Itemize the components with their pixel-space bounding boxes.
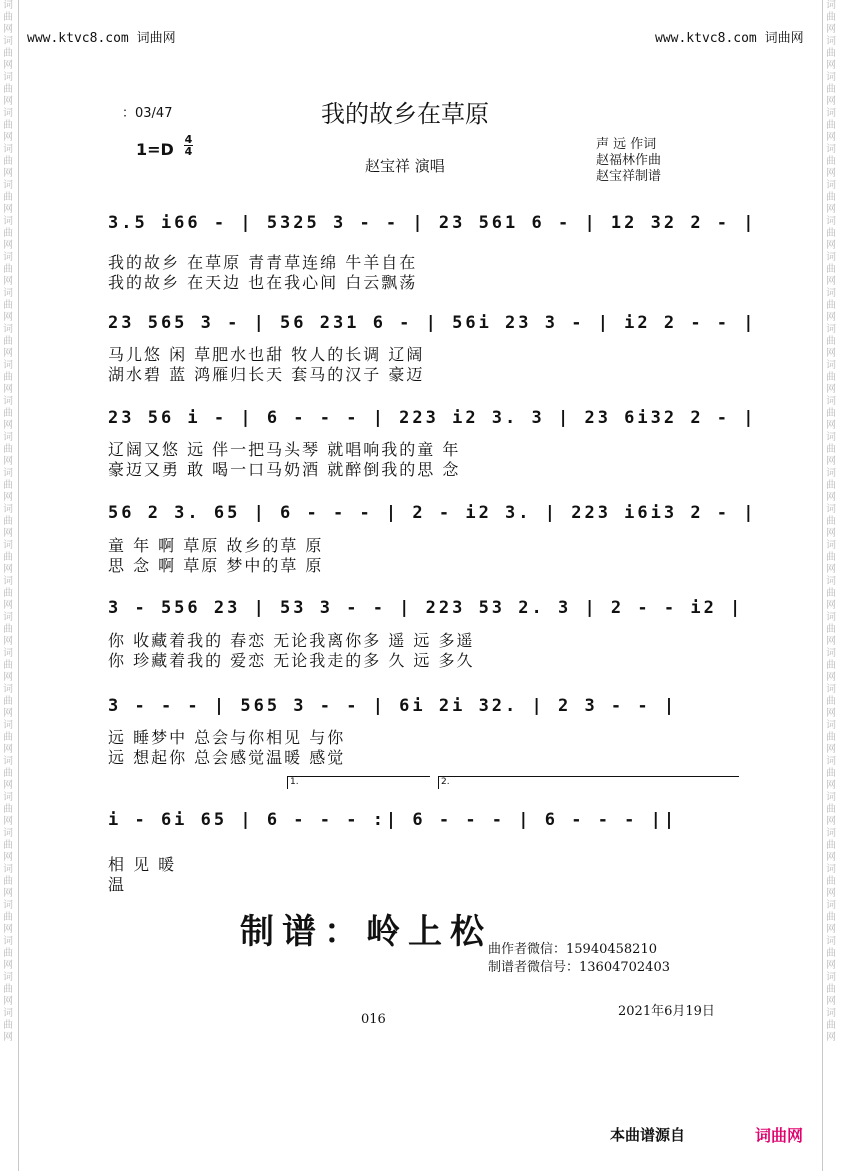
lyrics-row-6-verse-2: 远 想起你 总会感觉温暖 感觉 — [108, 748, 346, 767]
key-signature: 1=D — [136, 140, 174, 159]
singer-credit: 赵宝祥 演唱 — [365, 157, 445, 175]
arranger-credit: 赵宝祥制谱 — [596, 169, 662, 184]
time-signature-top: 4 — [184, 133, 193, 146]
score-row-1 — [108, 205, 757, 255]
time-signature — [184, 134, 193, 157]
score-notes: 3 - - - | 565 3 - - | 6i 2i 32. | 2 3 - - | — [108, 696, 678, 716]
lyrics-row-3-verse-1: 辽阔又悠 远 伴一把马头琴 就唱响我的童 年 — [108, 440, 461, 459]
left-border-line — [18, 0, 19, 1171]
song-title: 我的故乡在草原 — [321, 100, 489, 128]
right-watermark: 词曲网词曲网词曲网词曲网词曲网词曲网词曲网词曲网词曲网词曲网词曲网词曲网词曲网词曲网词曲网词曲网词曲网词曲网词曲网词曲网词曲网词曲网词曲网词曲网词曲网词曲网词曲网词曲网词曲网 — [826, 0, 836, 1043]
arranger-wechat: 制谱者微信号：13604702403 — [488, 960, 670, 975]
site-url-left[interactable]: www.ktvc8.com 词曲网 — [27, 31, 176, 46]
arranger-signature: 制谱：岭上松 — [240, 912, 492, 952]
lyrics-row-2-verse-2: 湖水碧 蓝 鸿雁归长天 套马的汉子 豪迈 — [108, 365, 425, 384]
credits-block — [596, 137, 661, 185]
lyrics-row-3-verse-2: 豪迈又勇 敢 喝一口马奶酒 就醉倒我的思 念 — [108, 460, 461, 479]
lyricist-credit: 声 远 作词 — [596, 137, 657, 152]
first-ending-bracket: 1. — [287, 776, 430, 789]
lyrics-row-6-verse-1: 远 睡梦中 总会与你相见 与你 — [108, 728, 346, 747]
lyrics-row-4-verse-2: 思 念 啊 草原 梦中的草 原 — [108, 556, 324, 575]
duration-label: ：03/47 — [122, 106, 173, 121]
score-notes: 56 2 3. 65 | 6 - - - | 2 - i2 3. | 223 i6i3 2 - | — [108, 503, 757, 523]
date-label: 2021年6月19日 — [618, 1004, 715, 1019]
second-ending-bracket: 2. — [438, 776, 739, 789]
source-label: 本曲谱源自 — [610, 1126, 686, 1144]
lyrics-row-1-verse-2: 我的故乡 在天边 也在我心间 白云飘荡 — [108, 273, 418, 292]
composer-wechat: 曲作者微信：15940458210 — [488, 942, 657, 957]
right-border-line — [822, 0, 823, 1171]
left-watermark: 词曲网词曲网词曲网词曲网词曲网词曲网词曲网词曲网词曲网词曲网词曲网词曲网词曲网词曲网词曲网词曲网词曲网词曲网词曲网词曲网词曲网词曲网词曲网词曲网词曲网词曲网词曲网词曲网词曲网 — [3, 0, 13, 1043]
page-number: 016 — [361, 1012, 386, 1027]
score-row-7 — [108, 802, 743, 852]
score-notes: 3.5 i66 - | 5325 3 - - | 23 561 6 - | 12 32 2 - | — [108, 213, 757, 233]
lyrics-row-2-verse-1: 马儿悠 闲 草肥水也甜 牧人的长调 辽阔 — [108, 345, 425, 364]
score-notes: i - 6i 65 | 6 - - - :| 6 - - - | 6 - - - || — [108, 810, 678, 830]
score-notes: 23 565 3 - | 56 231 6 - | 56i 23 3 - | i2 2 - - | — [108, 313, 757, 333]
score-notes: 3 - 556 23 | 53 3 - - | 223 53 2. 3 | 2 - - i2 | — [108, 598, 744, 618]
time-signature-bottom: 4 — [184, 145, 193, 158]
site-url-right[interactable]: www.ktvc8.com 词曲网 — [655, 31, 804, 46]
lyrics-row-5-verse-1: 你 收藏着我的 春恋 无论我离你多 遥 远 多遥 — [108, 631, 475, 650]
lyrics-row-1-verse-1: 我的故乡 在草原 青青草连绵 牛羊自在 — [108, 253, 418, 272]
source-brand-logo[interactable]: 词曲网 — [755, 1126, 804, 1145]
composer-credit: 赵福林作曲 — [596, 153, 662, 168]
lyrics-row-4-verse-1: 童 年 啊 草原 故乡的草 原 — [108, 536, 324, 555]
lyrics-row-7-verse-2: 温 — [108, 875, 127, 894]
lyrics-row-7-verse-1: 相 见 暖 — [108, 855, 177, 874]
lyrics-row-5-verse-2: 你 珍藏着我的 爱恋 无论我走的多 久 远 多久 — [108, 651, 475, 670]
score-notes: 23 56 i - | 6 - - - | 223 i2 3. 3 | 23 6i32 2 - | — [108, 408, 757, 428]
